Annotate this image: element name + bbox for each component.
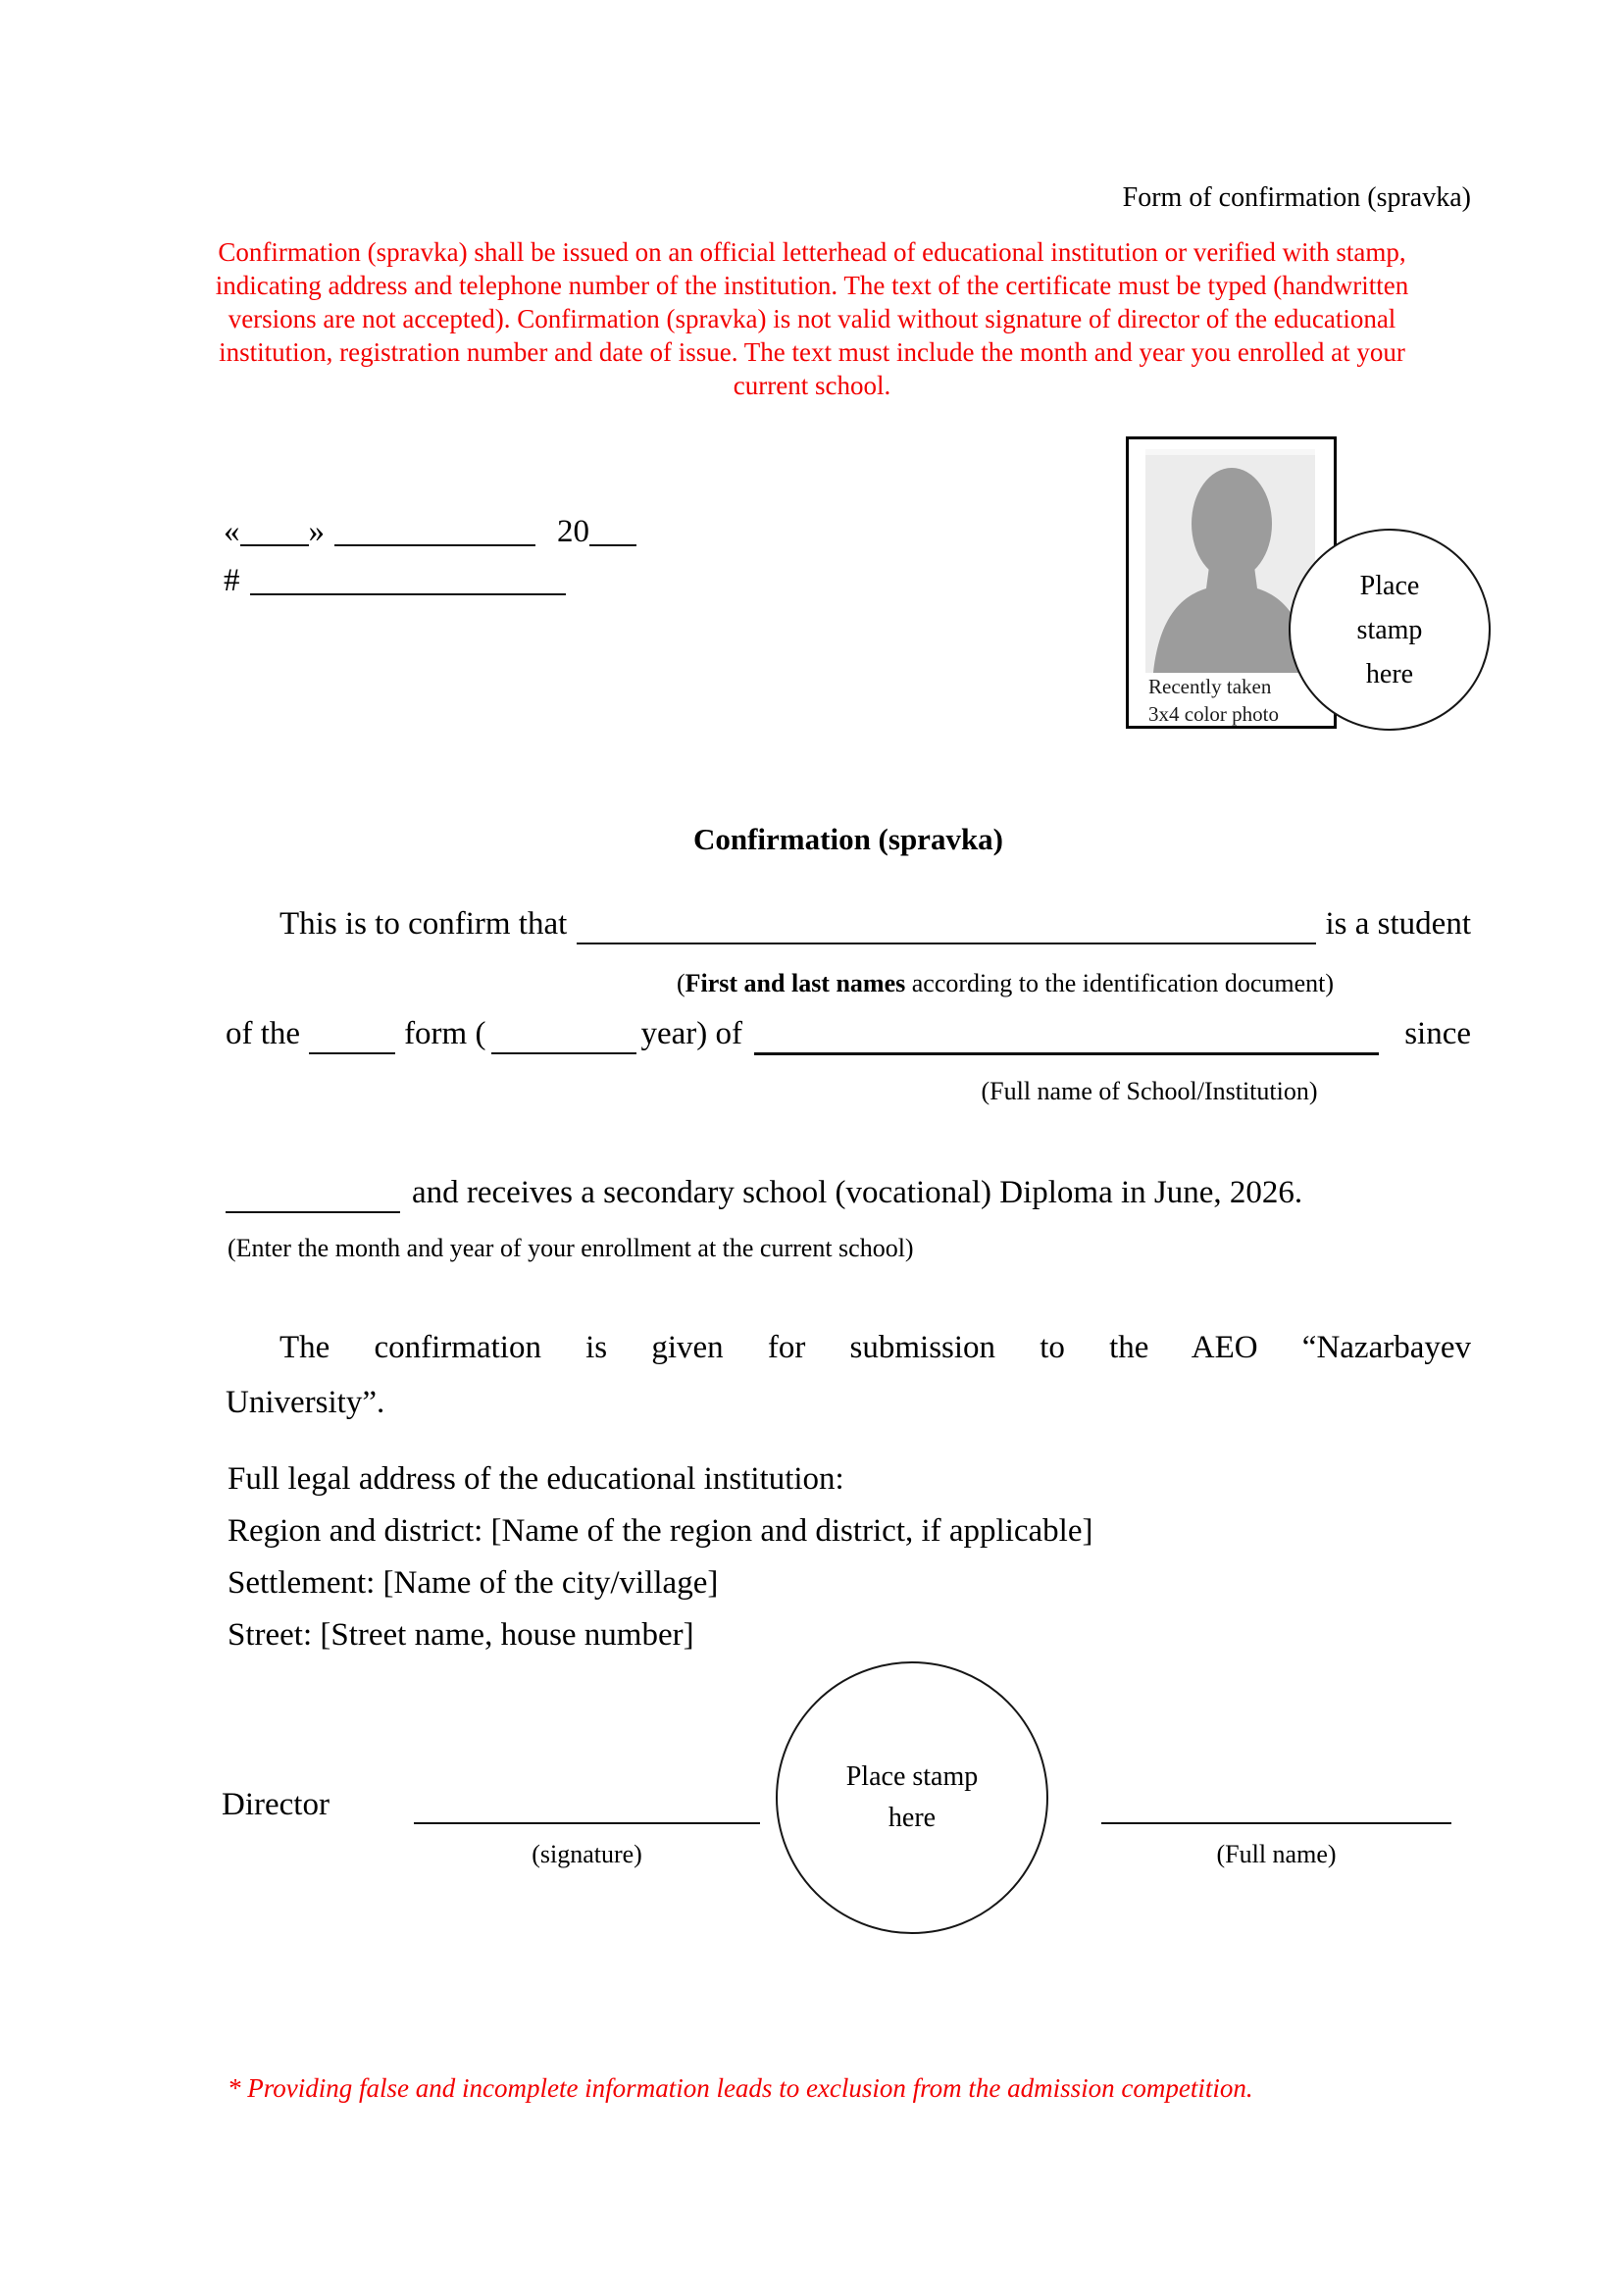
notice-line: Confirmation (spravka) shall be issued on an official letterhead of educational institution or verified with stamp, xyxy=(218,237,1406,267)
submission-paragraph-line1: The confirmation is given for submission to the AEO “Nazarbayev xyxy=(279,1330,1471,1365)
day-blank-field xyxy=(240,544,309,546)
photo-caption xyxy=(1148,673,1279,728)
stamp-bottom-line1: Place stamp xyxy=(845,1761,979,1792)
number-blank-field xyxy=(250,593,566,595)
address-street-line: Street: [Street name, house number] xyxy=(228,1617,694,1653)
address-region-line: Region and district: [Name of the region and district, if applicable] xyxy=(228,1513,1093,1549)
confirm-line-post: is a student xyxy=(1325,906,1471,942)
signature-blank-line xyxy=(414,1822,760,1824)
year-prefix: 20 xyxy=(557,514,589,549)
page-header-title: Form of confirmation (spravka) xyxy=(1122,182,1471,213)
year-blank-field xyxy=(589,544,636,546)
name-field-caption-rest: according to the identification document) xyxy=(905,969,1335,997)
address-block xyxy=(228,1453,1092,1661)
enrollment-date-blank-field xyxy=(226,1175,400,1213)
stamp-circle-bottom xyxy=(776,1661,1048,1934)
photo-caption-line1: Recently taken xyxy=(1148,675,1272,698)
form-line-seg3: year) of xyxy=(640,1016,742,1051)
document-title: Confirmation (spravka) xyxy=(692,822,1004,856)
notice-line: institution, registration number and date of issue. The text must include the month and year you enrolled at your xyxy=(219,337,1405,367)
director-label: Director xyxy=(222,1787,330,1822)
year-blank-field-2 xyxy=(491,1016,636,1054)
notice-line: current school. xyxy=(733,371,891,400)
form-year-school-line xyxy=(226,1016,1471,1055)
stamp-top-line2: stamp xyxy=(1356,614,1423,645)
form-line-seg4: since xyxy=(1404,1016,1471,1051)
fullname-caption: (Full name) xyxy=(1216,1840,1337,1868)
stamp-bottom-line2: here xyxy=(888,1803,937,1833)
enrollment-diploma-line xyxy=(226,1175,1471,1213)
notice-line: indicating address and telephone number of the institution. The text of the certificate must be typed (handwritten xyxy=(215,271,1409,300)
signature-caption: (signature) xyxy=(532,1840,642,1868)
notice-line: versions are not accepted). Confirmation (spravka) is not valid without signature of director of the educational xyxy=(228,304,1396,333)
month-blank-field xyxy=(334,544,535,546)
photo-caption-line2: 3x4 color photo xyxy=(1148,702,1279,726)
submission-paragraph-line2: University”. xyxy=(226,1385,385,1420)
caption-paren: ( xyxy=(676,969,685,997)
registration-number-line xyxy=(224,563,566,599)
name-field-caption xyxy=(539,969,1471,998)
number-sign: # xyxy=(224,563,240,598)
red-notice-block xyxy=(170,235,1454,402)
enrollment-field-caption: (Enter the month and year of your enrollment at the current school) xyxy=(228,1234,914,1262)
stamp-circle-top xyxy=(1289,529,1491,731)
stamp-top-line3: here xyxy=(1365,658,1414,689)
name-field-caption-bold: First and last names xyxy=(685,969,906,997)
guillemet-close: » xyxy=(308,514,325,549)
student-name-blank-field xyxy=(577,906,1315,944)
form-line-seg1: of the xyxy=(226,1016,301,1051)
school-name-blank-field xyxy=(754,1016,1379,1055)
date-line xyxy=(224,514,636,550)
footnote-warning: * Providing false and incomplete information leads to exclusion from the admission competition. xyxy=(228,2073,1253,2103)
diploma-text: and receives a secondary school (vocational) Diploma in June, 2026. xyxy=(412,1175,1303,1210)
confirm-student-line xyxy=(226,906,1471,944)
fullname-blank-line xyxy=(1101,1822,1451,1824)
stamp-top-line1: Place xyxy=(1359,570,1420,601)
confirm-line-pre: This is to confirm that xyxy=(279,906,568,942)
address-settlement-line: Settlement: [Name of the city/village] xyxy=(228,1565,719,1601)
school-field-caption: (Full name of School/Institution) xyxy=(981,1077,1318,1105)
form-blank-field xyxy=(309,1016,395,1054)
address-heading: Full legal address of the educational institution: xyxy=(228,1461,844,1497)
form-line-seg2: form ( xyxy=(404,1016,486,1051)
guillemet-open: « xyxy=(224,514,240,549)
